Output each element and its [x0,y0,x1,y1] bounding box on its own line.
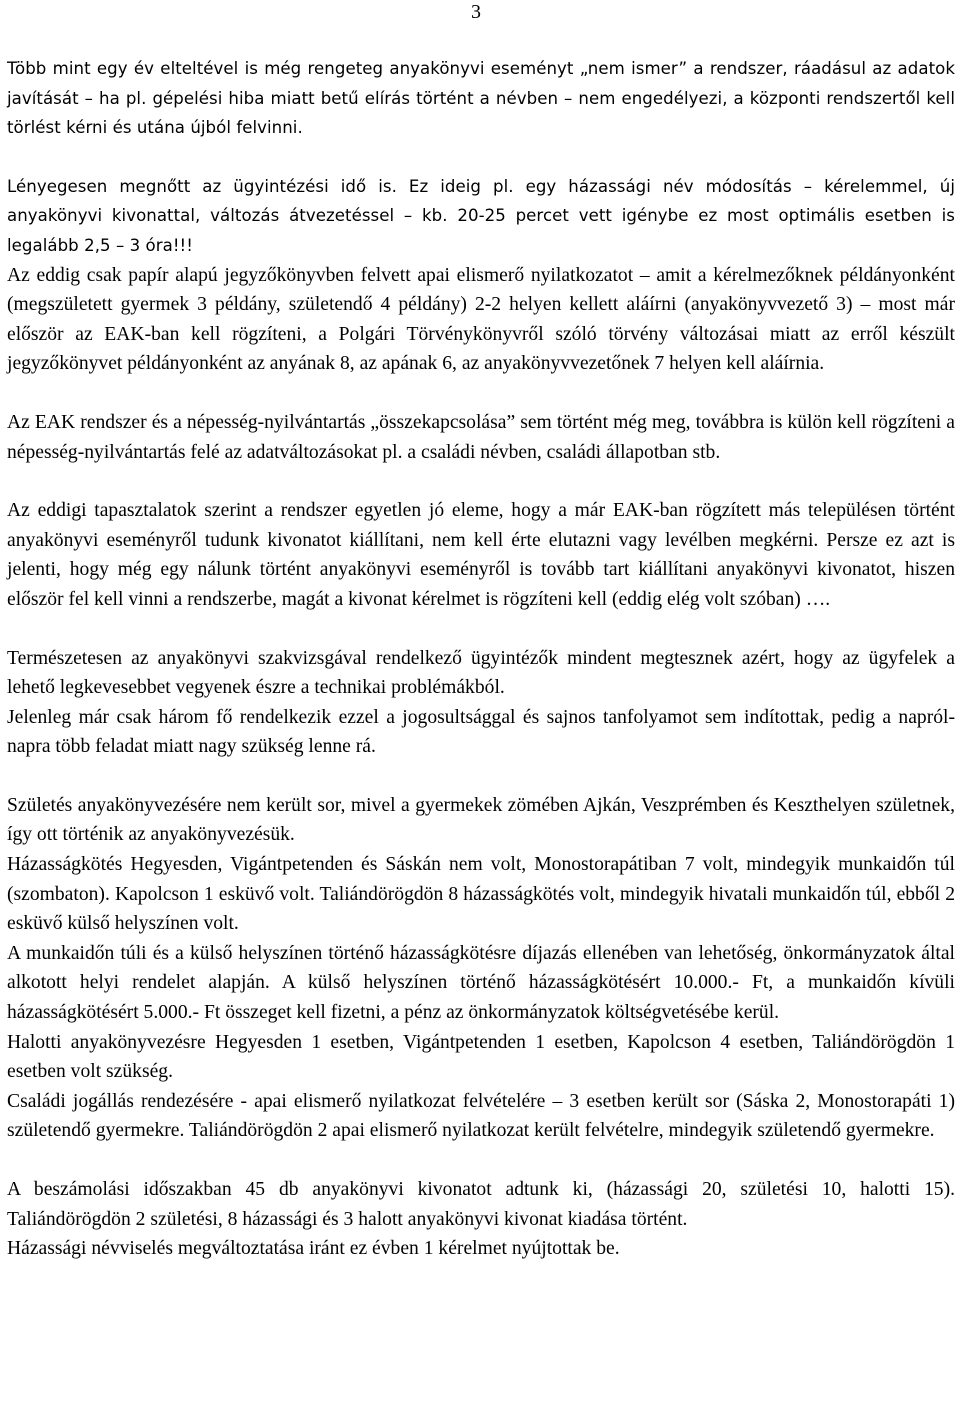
paragraph-csaladi-jogallas: Családi jogállás rendezésére - apai elismerő nyilatkozat felvételére – 3 esetben került sor (Sáska 2, Monostorapáti 1) születendő gyermekre. Taliándörögdön 2 apai elismerő nyilatkozat került felvételre, mindegyik születendő gyermekre. [7,1090,955,1142]
paragraph-kivonatok: A beszámolási időszakban 45 db anyakönyvi kivonatot adtunk ki, (házassági 20, születési 10, halotti 15). Taliándörögdön 2 születési, 8 házassági és 3 halott anyakönyvi kivonat kiadása történt. [7,1179,955,1230]
paragraph-hazassagkotes: Házasságkötés Hegyesden, Vigántpetenden és Sáskán nem volt, Monostorapátiban 7 volt, mindegyik munkaidőn túl (szombaton). Kapolcson 1 esküvő volt. Taliándörögdön 8 házasságkötés volt, mindegyik hivatali munkaidőn túl, ebből 2 esküvő külső helyszínen volt. [7,854,955,935]
document-body [7,54,955,1264]
paragraph-halotti: Halotti anyakönyvezésre Hegyesden 1 esetben, Vigántpetenden 1 esetben, Kapolcson 4 esetben, Taliándörögdön 1 esetben volt szükség. [7,1031,955,1083]
paragraph-apai-elismero: Az eddig csak papír alapú jegyzőkönyvben felvett apai elismerő nyilatkozatot – amit a kérelmezőknek példányonként (megszületett gyermek 3 példány, születendő 4 példány) 2-2 helyen kellett aláírni (anyakönyvvezető 3) – most már először az EAK-ban kell rögzíteni, a Polgári Törvénykönyvről szóló törvény változásai miatt az erről készült jegyzőkönyvet példányonként az anyának 8, az apának 6, az anyakönyvvezetőnek 7 helyen kell aláírnia. [7,264,955,375]
paragraph-ugyintezok: Természetesen az anyakönyvi szakvizsgával rendelkező ügyintézők mindent megtesznek azért, hogy az ügyfelek a lehető legkevesebbet vegyenek észre a technikai problémákból. [7,647,955,699]
page-number: 3 [471,1,481,23]
paragraph-dijazas: A munkaidőn túli és a külső helyszínen történő házasságkötésre díjazás ellenében van lehetőség, önkormányzatok által alkotott helyi rendelet alapján. A külső helyszínen történő házasságkötésért 10.000.- Ft, a munkaidőn kívüli házasságkötésért 5.000.- Ft összeget kell fizetni, a pénz az önkormányzatok költségvetésébe kerül. [7,942,955,1024]
paragraph-tapasztalatok: Az eddigi tapasztalatok szerint a rendszer egyetlen jó eleme, hogy a már EAK-ban rögzített más településen történt anyakönyvi eseményről tudunk kivonatot kiállítani, nem kell érte elutazni vagy levélben megkérni. Persze ez azt is jelenti, hogy még egy nálunk történt anyakönyvi eseményről is tovább tart kiállítani anyakönyvi kivonatot, hiszen először fel kell vinni a rendszerbe, magát a kivonat kérelmet is rögzíteni kell (eddig elég volt szóban) …. [7,500,955,610]
paragraph-osszekapcsolas: Az EAK rendszer és a népesség-nyilvántartás „összekapcsolása” sem történt még meg, továbbra is külön kell rögzíteni a népesség-nyilvántartás felé az adatváltozásokat pl. a családi névben, családi állapotban stb. [7,411,955,463]
paragraph-szuletes: Születés anyakönyvezésére nem került sor, mivel a gyermekek zömében Ajkán, Veszprémben és Keszthelyen születnek, így ott történik az anyakönyvezésük. [7,794,955,846]
paragraph-nevviseles: Házassági névviselés megváltoztatása iránt ez évben 1 kérelmet nyújtottak be. [7,1238,620,1260]
paragraph-rendszer-hibak: Több mint egy év elteltével is még rengeteg anyakönyvi eseményt „nem ismer” a rendszer, ráadásul az adatok javítását – ha pl. gépelési hiba miatt betű elírás történt a névben – nem engedélyezi, a központi rendszertől kell törlést kérni és utána újból felvinni. [7,59,955,138]
paragraph-ugyintezesi-ido: Lényegesen megnőtt az ügyintézési idő is. Ez ideig pl. egy házassági név módosítás – kérelemmel, új anyakönyvi kivonattal, változás átvezetéssel – kb. 20-25 percet vett igénybe ez most optimális esetben is legalább 2,5 – 3 óra!!! [7,176,955,255]
paragraph-jogosultsag: Jelenleg már csak három fő rendelkezik ezzel a jogosultsággal és sajnos tanfolyamot sem indítottak, pedig a napról-napra több feladat miatt nagy szükség lenne rá. [7,706,955,758]
